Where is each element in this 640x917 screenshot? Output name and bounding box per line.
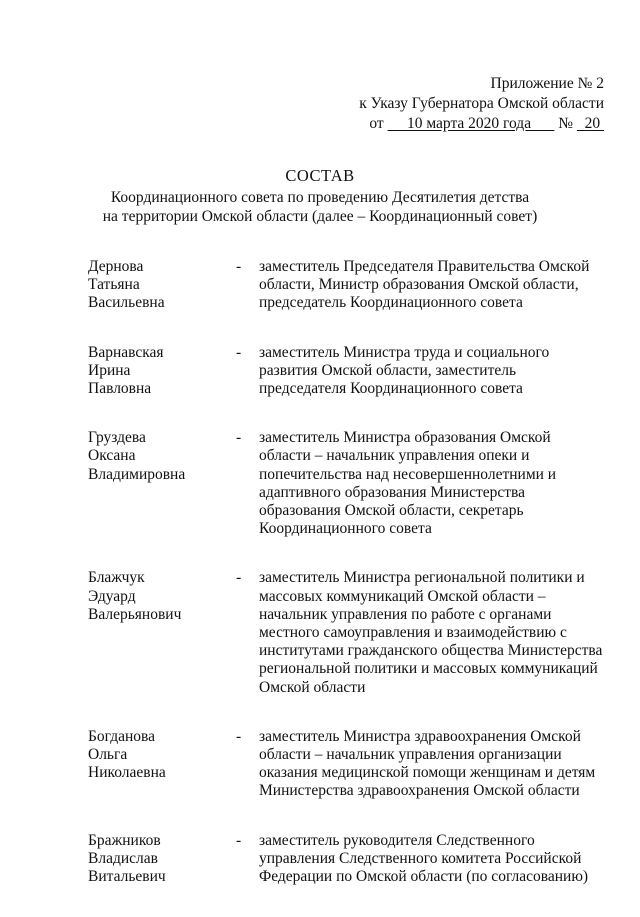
appendix-reference: к Указу Губернатора Омской области	[359, 95, 604, 112]
member-surname: Бражников	[88, 831, 161, 849]
member-dash: -	[236, 569, 242, 587]
member-dash: -	[236, 258, 242, 275]
member-row	[88, 728, 608, 801]
heading-subtitle-line-2: на территории Омской области (далее – Координационный совет)	[102, 208, 538, 225]
member-row	[88, 344, 608, 399]
member-patronymic: Павловна	[88, 380, 152, 398]
member-role: заместитель Председателя Правительства Омской области, Министр образования Омской области, председатель Координационного совета	[259, 258, 590, 312]
member-first-name: Оксана	[88, 447, 136, 465]
date-prefix: от	[369, 115, 384, 132]
member-surname: Блажчук	[88, 569, 145, 587]
member-role: заместитель Министра региональной политики и массовых коммуникаций Омской области – начальник управления по работе с органами местного самоуправления и взаимодействию с институтами гражданского общества Министерства региональной политики и массовых коммуникаций Омской области	[259, 569, 603, 696]
member-first-name: Татьяна	[88, 276, 140, 294]
member-surname: Груздева	[88, 429, 146, 447]
member-row	[88, 832, 608, 887]
member-name	[88, 569, 228, 624]
member-first-name: Ольга	[88, 746, 128, 764]
member-role: заместитель Министра труда и социального развития Омской области, заместитель председателя Координационного совета	[259, 343, 550, 398]
member-dash: -	[236, 343, 242, 361]
member-role: заместитель руководителя Следственного управления Следственного комитета Российской Федерации по Омской области (по согласованию)	[259, 831, 589, 886]
member-patronymic: Владимировна	[88, 465, 186, 483]
member-surname: Богданова	[88, 727, 156, 745]
member-row	[88, 569, 608, 696]
member-patronymic: Витальевич	[88, 868, 166, 886]
member-dash: -	[236, 831, 242, 849]
member-role: заместитель Министра образования Омской области – начальник управления опеки и попечительства над несовершеннолетними и адаптивного образования Министерства образования Омской области, секретарь Координационного совета	[259, 429, 557, 538]
number-prefix: №	[558, 115, 573, 132]
member-patronymic: Васильевна	[88, 294, 165, 312]
member-first-name: Эдуард	[88, 587, 136, 605]
member-name	[88, 429, 228, 484]
heading-title: СОСТАВ	[285, 166, 355, 185]
member-patronymic: Валерьянович	[88, 605, 182, 623]
decree-date: 10 марта 2020 года	[406, 115, 532, 132]
decree-number: 20	[584, 115, 601, 132]
appendix-date-line	[359, 114, 604, 134]
member-dash: -	[236, 727, 242, 745]
member-name	[88, 344, 228, 399]
member-name	[88, 728, 228, 783]
appendix-number: Приложение № 2	[490, 75, 604, 92]
heading-subtitle-line-1: Координационного совета по проведению Десятилетия детства	[110, 189, 530, 206]
member-row	[88, 429, 608, 538]
member-first-name: Ирина	[88, 361, 131, 379]
member-surname: Варнавская	[88, 343, 164, 361]
member-name	[88, 832, 228, 887]
member-first-name: Владислав	[88, 849, 158, 867]
member-patronymic: Николаевна	[88, 764, 166, 782]
member-role: заместитель Министра здравоохранения Омской области – начальник управления организации оказания медицинской помощи женщинам и детям Министерства здравоохранения Омской области	[259, 727, 596, 800]
member-dash: -	[236, 429, 242, 447]
member-surname: Дернова	[88, 258, 144, 275]
member-row	[88, 258, 608, 313]
member-name	[88, 258, 228, 313]
document-heading	[0, 166, 640, 226]
appendix-header	[359, 74, 604, 134]
members-list	[88, 258, 608, 917]
